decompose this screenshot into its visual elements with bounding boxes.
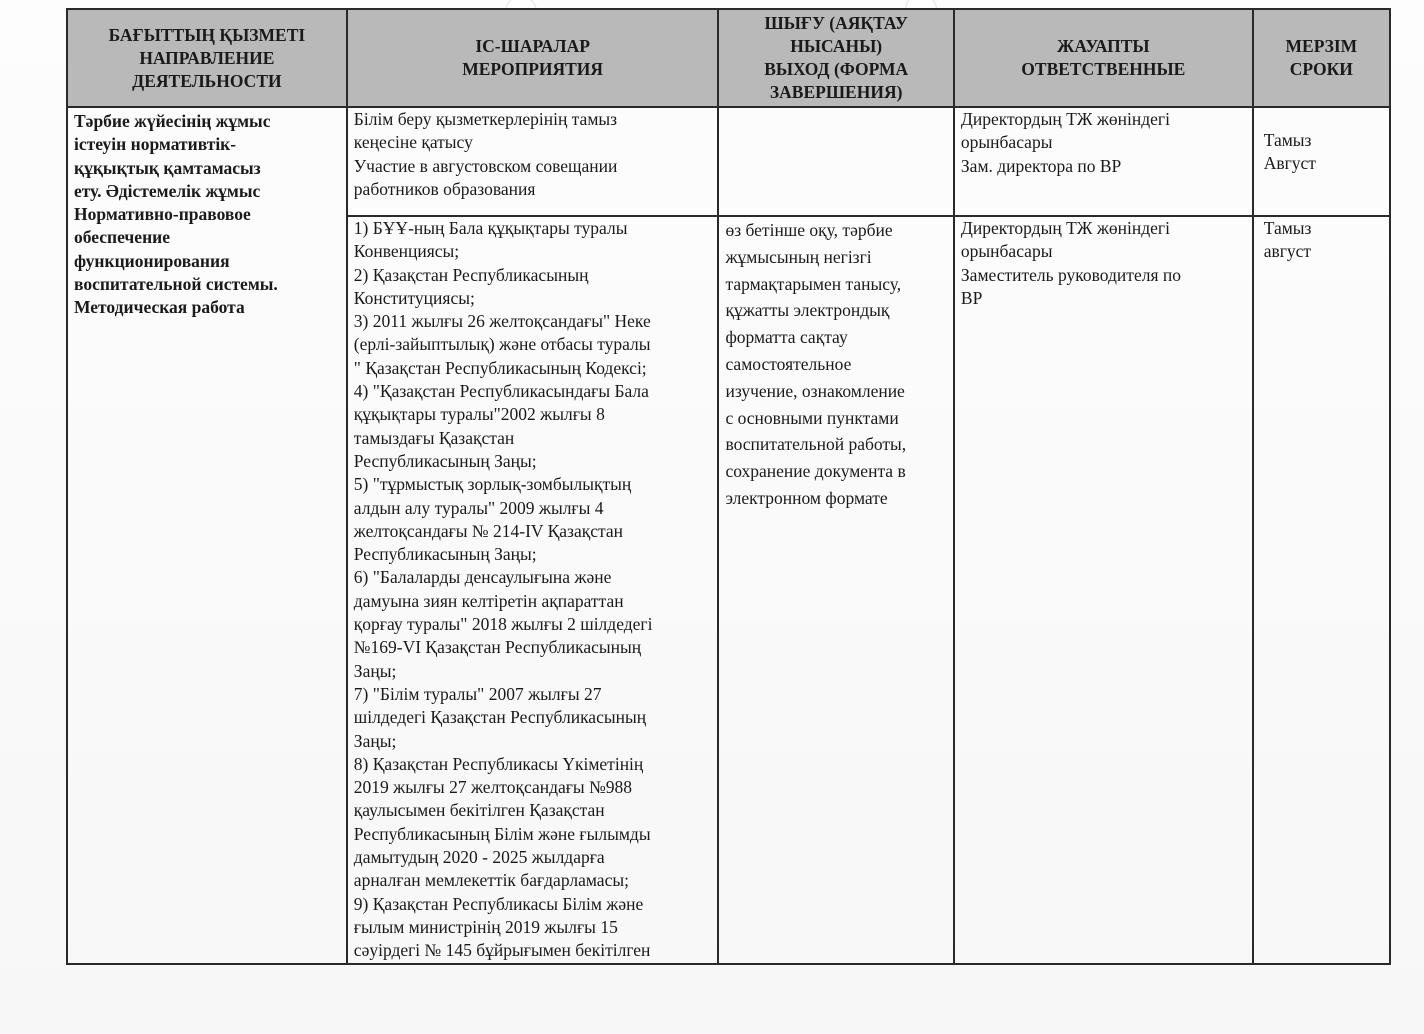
deadline-cell: Тамыз август — [1253, 216, 1390, 964]
deadline-cell: Тамыз Август — [1253, 107, 1390, 216]
activity-cell: Білім беру қызметкерлерінің тамыз кеңесіне қатысу Участие в августовском совещании работников образования — [347, 107, 719, 216]
responsible-cell: Директордың ТЖ жөніндегі орынбасары Заместитель руководителя по ВР — [954, 216, 1253, 964]
header-output: ШЫҒУ (АЯҚТАУ НЫСАНЫ) ВЫХОД (ФОРМА ЗАВЕРШЕНИЯ) — [718, 9, 953, 107]
direction-cell: Тәрбие жүйесінің жұмыс істеуін нормативтік- құқықтық қамтамасыз ету. Әдістемелік жұмыс Нормативно-правовое обеспечение функционирования воспитательной системы. Методическая работа — [67, 107, 347, 964]
output-cell — [718, 107, 953, 216]
output-cell: өз бетінше оқу, тәрбие жұмысының негізгі тармақтарымен танысу, құжатты электрондық форматта сақтау самостоятельное изучение, ознакомление с основными пунктами воспитательной работы, сохранение документа в электронном формате — [718, 216, 953, 964]
table-row — [67, 107, 1390, 216]
header-row — [67, 9, 1390, 107]
work-plan-table — [66, 8, 1391, 965]
header-responsible: ЖАУАПТЫ ОТВЕТСТВЕННЫЕ — [954, 9, 1253, 107]
responsible-cell: Директордың ТЖ жөніндегі орынбасары Зам. директора по ВР — [954, 107, 1253, 216]
activity-cell: 1) БҰҰ-ның Бала құқықтары туралы Конвенциясы; 2) Қазақстан Республикасының Конституциясы; 3) 2011 жылғы 26 желтоқсандағы" Неке (ерлі-зайыптылық) және отбасы туралы " Қазақстан Республикасының Кодексі; 4) "Қазақстан Республикасындағы Бала құқықтары туралы"2002 жылғы 8 тамыздағы Қазақстан Республикасының Заңы; 5) "тұрмыстық зорлық-зомбылықтың алдын алу туралы" 2009 жылғы 4 желтоқсандағы № 214-IV Қазақстан Республикасының Заңы; 6) "Балаларды денсаулығына және дамуына зиян келтіретін ақпараттан қорғау туралы" 2018 жылғы 2 шілдедегі №169-VI Қазақстан Республикасының Заңы; 7) "Білім туралы" 2007 жылғы 27 шілдедегі Қазақстан Республикасының Заңы; 8) Қазақстан Республикасы Үкіметінің 2019 жылғы 27 желтоқсандағы №988 қаулысымен бекітілген Қазақстан Республикасының Білім және ғылымды дамытудың 2020 - 2025 жылдарға арналған мемлекеттік бағдарламасы; 9) Қазақстан Республикасы Білім және ғылым министрінің 2019 жылғы 15 сәуірдегі № 145 бұйрығымен бекітілген — [347, 216, 719, 964]
header-direction: БАҒЫТТЫҢ ҚЫЗМЕТІ НАПРАВЛЕНИЕ ДЕЯТЕЛЬНОСТИ — [67, 9, 347, 107]
header-activities: ІС-ШАРАЛАР МЕРОПРИЯТИЯ — [347, 9, 719, 107]
header-deadline: МЕРЗІМ СРОКИ — [1253, 9, 1390, 107]
